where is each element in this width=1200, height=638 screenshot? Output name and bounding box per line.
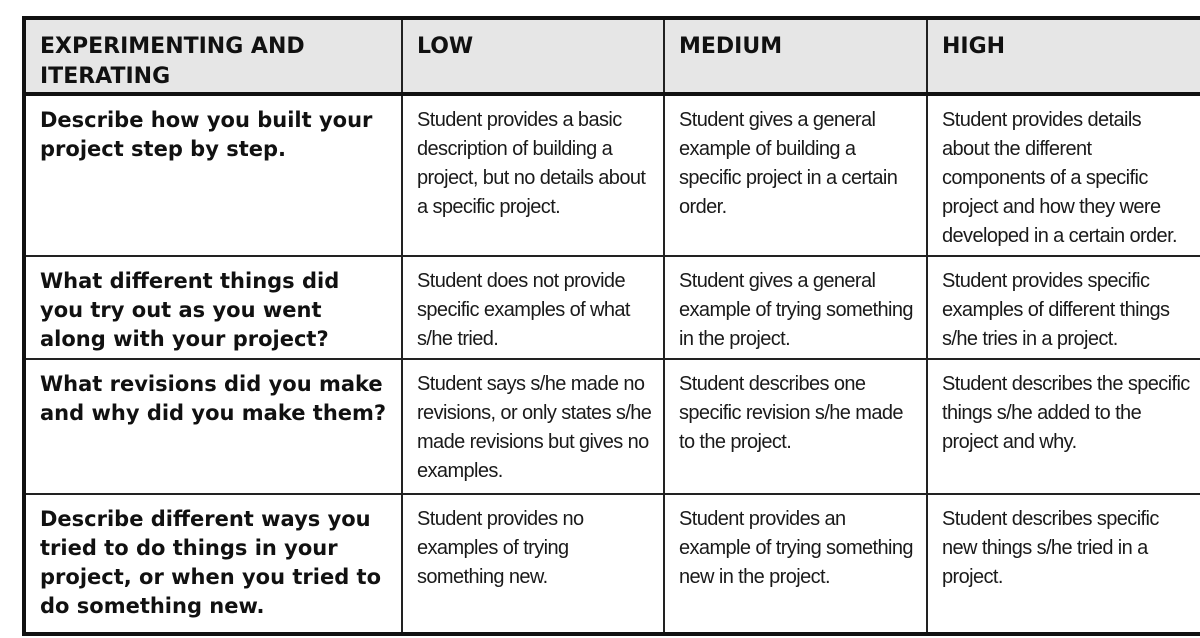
cell-low: Student provides a basic description of building a project, but no details about a specific project.: [402, 94, 664, 256]
cell-low: Student does not provide specific examples of what s/he tried.: [402, 256, 664, 359]
cell-low: Student provides no examples of trying something new.: [402, 494, 664, 634]
table-row: [24, 494, 1200, 634]
cell-high: Student provides details about the different components of a specific project and how they were developed in a certain order.: [927, 94, 1200, 256]
cell-high: Student provides specific examples of different things s/he tries in a project.: [927, 256, 1200, 359]
header-high: HIGH: [927, 18, 1200, 94]
table-row: [24, 256, 1200, 359]
header-row: [24, 18, 1200, 94]
cell-medium: Student gives a general example of trying something in the project.: [664, 256, 927, 359]
cell-high: Student describes the specific things s/he added to the project and why.: [927, 359, 1200, 494]
row-question: Describe how you built your project step by step.: [24, 94, 402, 256]
table-row: [24, 359, 1200, 494]
header-medium: MEDIUM: [664, 18, 927, 94]
rubric-table: [22, 16, 1200, 636]
row-question: What revisions did you make and why did you make them?: [24, 359, 402, 494]
row-question: What different things did you try out as you went along with your project?: [24, 256, 402, 359]
row-question: Describe different ways you tried to do things in your project, or when you tried to do something new.: [24, 494, 402, 634]
cell-medium: Student gives a general example of building a specific project in a certain order.: [664, 94, 927, 256]
cell-low: Student says s/he made no revisions, or only states s/he made revisions but gives no examples.: [402, 359, 664, 494]
header-criteria: EXPERIMENTING AND ITERATING: [24, 18, 402, 94]
cell-high: Student describes specific new things s/he tried in a project.: [927, 494, 1200, 634]
table-row: [24, 94, 1200, 256]
cell-medium: Student provides an example of trying something new in the project.: [664, 494, 927, 634]
header-low: LOW: [402, 18, 664, 94]
cell-medium: Student describes one specific revision s/he made to the project.: [664, 359, 927, 494]
